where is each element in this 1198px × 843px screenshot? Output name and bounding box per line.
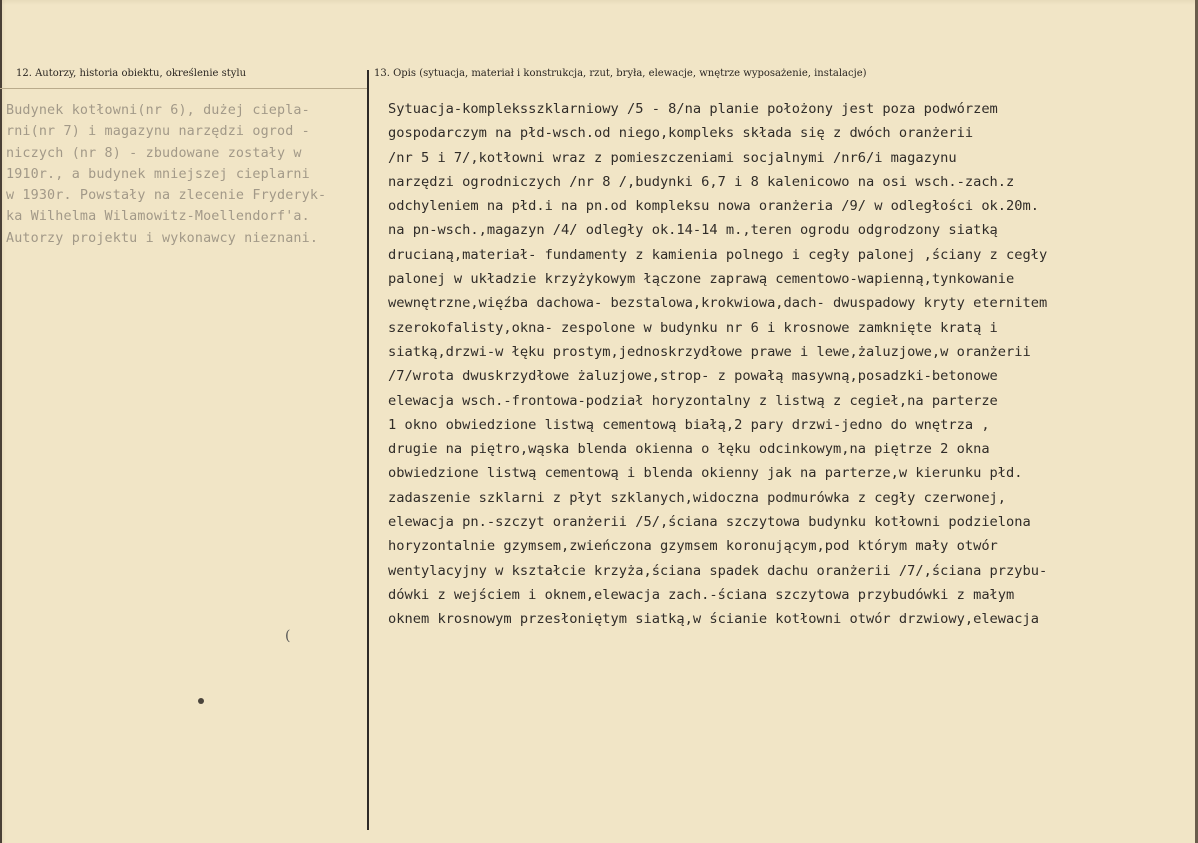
column-divider bbox=[367, 70, 369, 830]
section12-heading-rule bbox=[0, 88, 368, 89]
section13-line: /7/wrota dwuskrzydłowe żaluzjowe,strop- z powałą masywną,posadzki-betonowe bbox=[388, 368, 998, 385]
section12-heading: 12. Autorzy, historia obiektu, określenie stylu bbox=[16, 68, 247, 79]
section13-line: horyzontalnie gzymsem,zwieńczona gzymsem koronującym,pod którym mały otwór bbox=[388, 538, 998, 555]
section12-line: niczych (nr 8) - zbudowane zostały w bbox=[6, 145, 302, 161]
card-left-edge bbox=[0, 0, 2, 843]
section13-line: wewnętrzne,więźba dachowa- bezstalowa,krokwiowa,dach- dwuspadowy kryty eternitem bbox=[388, 295, 1048, 312]
section13-line: narzędzi ogrodniczych /nr 8 /,budynki 6,7 i 8 kalenicowo na osi wsch.-zach.z bbox=[388, 173, 1015, 190]
section13-line: odchyleniem na płd.i na pn.od kompleksu nowa oranżeria /9/ w odległości ok.20m. bbox=[388, 198, 1040, 215]
section13-heading: 13. Opis (sytuacja, materiał i konstrukcja, rzut, bryła, elewacje, wnętrze wyposażenie, instalacje) bbox=[374, 68, 867, 79]
section13-line: gospodarczym na płd-wsch.od niego,kompleks składa się z dwóch oranżerii bbox=[388, 125, 974, 142]
section13-line: obwiedzione listwą cementową i blenda okienny jak na parterze,w kierunku płd. bbox=[388, 465, 1023, 482]
section13-line: /nr 5 i 7/,kotłowni wraz z pomieszczeniami socjalnymi /nr6/i magazynu bbox=[388, 149, 957, 166]
section13-line: zadaszenie szklarni z płyt szklanych,widoczna podmurówka z cegły czerwonej, bbox=[388, 489, 1007, 506]
section13-line: drugie na piętro,wąska blenda okienna o łęku odcinkowym,na piętrze 2 okna bbox=[388, 441, 990, 458]
section13-line: oknem krosnowym przesłoniętym siatką,w ścianie kotłowni otwór drzwiowy,elewacja bbox=[388, 611, 1040, 628]
section13-line: palonej w układzie krzyżykowym łączone zaprawą cementowo-wapienną,tynkowanie bbox=[388, 271, 1015, 288]
ink-spot bbox=[198, 698, 204, 704]
section12-line: Budynek kotłowni(nr 6), dużej ciepla- bbox=[6, 103, 310, 118]
section12-line: w 1930r. Powstały na zlecenie Fryderyk- bbox=[6, 188, 327, 204]
section12-line: rni(nr 7) i magazynu narzędzi ogrod - bbox=[6, 124, 310, 140]
section12-line: ka Wilhelma Wilamowitz-Moellendorf'a. bbox=[6, 209, 310, 225]
section12-text bbox=[6, 100, 364, 249]
section13-line: Sytuacja-kompleksszklarniowy /5 - 8/na planie położony jest poza podwórzem bbox=[388, 101, 998, 117]
section13-line: wentylacyjny w kształcie krzyża,ściana spadek dachu oranżerii /7/,ściana przybu- bbox=[388, 562, 1048, 579]
section12-line: Autorzy projektu i wykonawcy nieznani. bbox=[6, 230, 319, 246]
section13-line: 1 okno obwiedzione listwą cementową białą,2 pary drzwi-jedno do wnętrza , bbox=[388, 416, 990, 433]
section13-line: dówki z wejściem i oknem,elewacja zach.-ściana szczytowa przybudówki z małym bbox=[388, 586, 1015, 603]
section13-line: na pn-wsch.,magazyn /4/ odległy ok.14-14 m.,teren ogrodu odgrodzony siatką bbox=[388, 222, 998, 239]
section13-line: drucianą,materiał- fundamenty z kamienia polnego i cegły palonej ,ściany z cegły bbox=[388, 246, 1048, 263]
section13-line: elewacja pn.-szczyt oranżerii /5/,ściana szczytowa budynku kotłowni podzielona bbox=[388, 514, 1031, 531]
section13-text bbox=[388, 97, 1188, 632]
stray-pen-mark: ( bbox=[285, 628, 291, 644]
section13-line: siatką,drzwi-w łęku prostym,jednoskrzydłowe prawe i lewe,żaluzjowe,w oranżerii bbox=[388, 343, 1031, 360]
section13-line: szerokofalisty,okna- zespolone w budynku nr 6 i krosnowe zamknięte kratą i bbox=[388, 319, 998, 336]
section13-line: elewacja wsch.-frontowa-podział horyzontalny z listwą z cegieł,na parterze bbox=[388, 392, 998, 409]
section12-line: 1910r., a budynek mniejszej cieplarni bbox=[6, 166, 310, 182]
